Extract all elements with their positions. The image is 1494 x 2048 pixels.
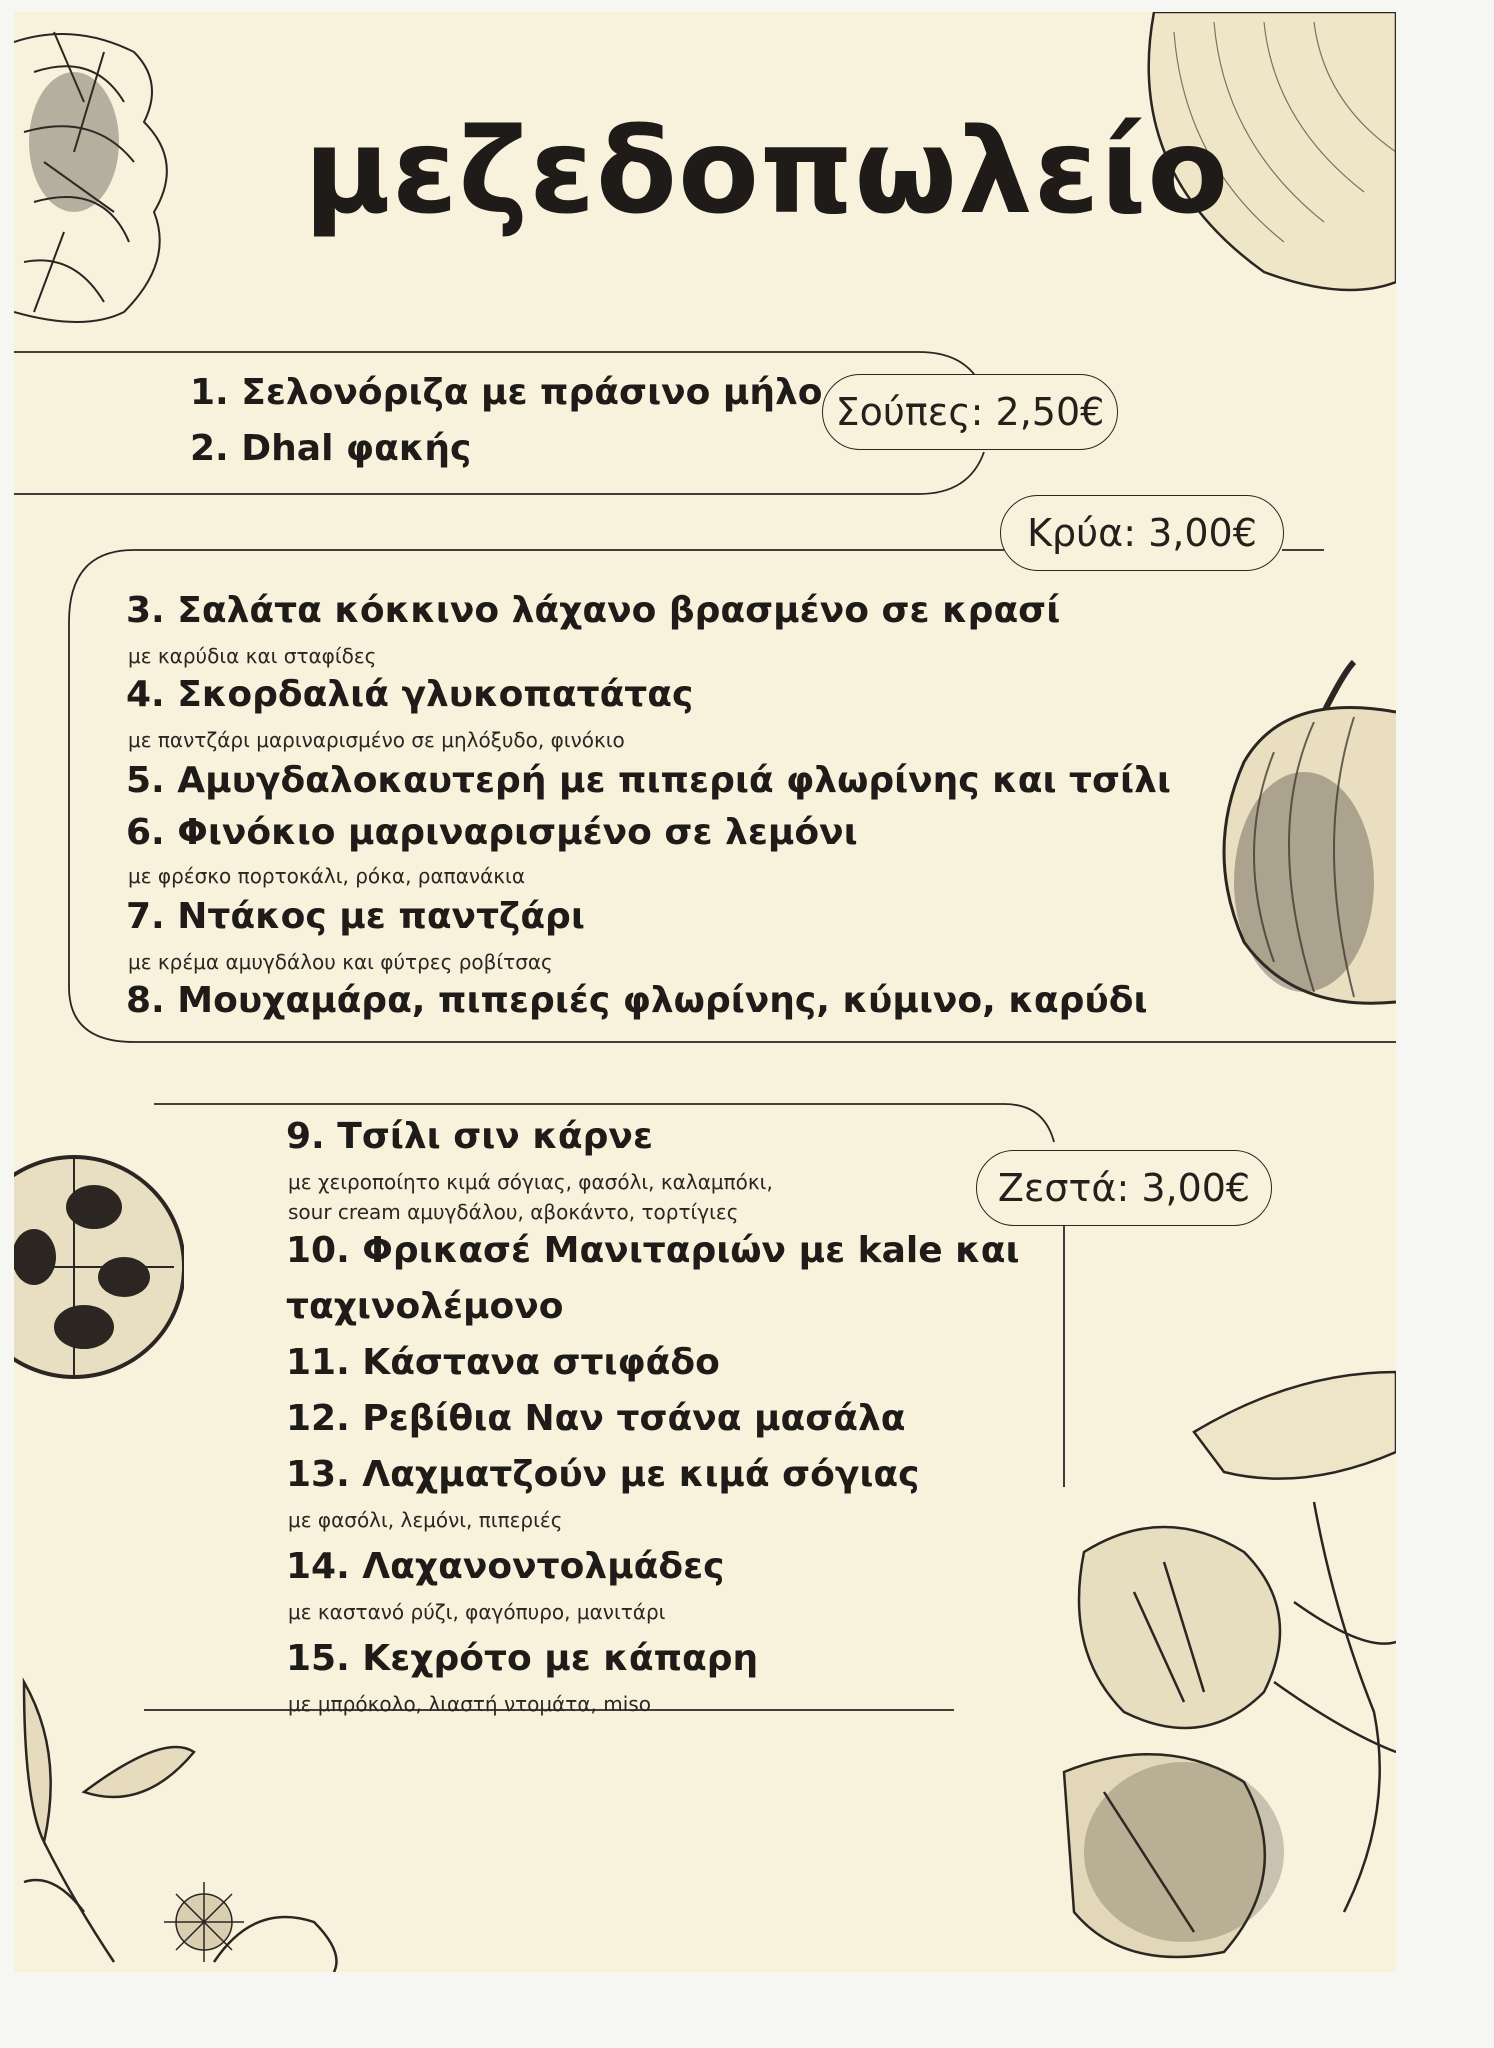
menu-item: 4. Σκορδαλιά γλυκοπατάτας	[126, 674, 694, 715]
menu-item: 9. Τσίλι σιν κάρνε	[286, 1116, 653, 1157]
menu-item-description: με φασόλι, λεμόνι, πιπεριές	[288, 1508, 563, 1532]
menu-item: 8. Μουχαμάρα, πιπεριές φλωρίνης, κύμινο, καρύδι	[126, 980, 1148, 1021]
menu-item-description: με καρύδια και σταφίδες	[128, 644, 377, 668]
menu-sheet	[14, 12, 1396, 1972]
page-title: μεζεδοπωλείο	[304, 102, 1230, 240]
cold-price-badge: Κρύα: 3,00€	[1000, 495, 1284, 571]
menu-item-description: με παντζάρι μαριναρισμένο σε μηλόξυδο, φινόκιο	[128, 728, 625, 752]
menu-item: 14. Λαχανοντολμάδες	[286, 1546, 725, 1587]
menu-item: 3. Σαλάτα κόκκινο λάχανο βρασμένο σε κρασί	[126, 590, 1061, 631]
soups-price-badge: Σούπες: 2,50€	[822, 374, 1118, 450]
menu-item: 1. Σελονόριζα με πράσινο μήλο	[190, 372, 823, 413]
menu-item-description: sour cream αμυγδάλου, αβοκάντο, τορτίγιες	[288, 1200, 739, 1224]
menu-item-description: με χειροποίητο κιμά σόγιας, φασόλι, καλαμπόκι,	[288, 1170, 773, 1194]
menu-item-description: με καστανό ρύζι, φαγόπυρο, μανιτάρι	[288, 1600, 666, 1624]
hot-price-badge: Ζεστά: 3,00€	[976, 1150, 1272, 1226]
menu-item-description: με φρέσκο πορτοκάλι, ρόκα, ραπανάκια	[128, 864, 526, 888]
menu-item: 5. Αμυγδαλοκαυτερή με πιπεριά φλωρίνης και τσίλι	[126, 760, 1171, 801]
menu-item: 7. Ντάκος με παντζάρι	[126, 896, 585, 937]
menu-item: 10. Φρικασέ Μανιταριών με kale και	[286, 1230, 1020, 1271]
menu-item-description: με μπρόκολο, λιαστή ντομάτα, miso	[288, 1692, 651, 1716]
menu-item: 15. Κεχρότο με κάπαρη	[286, 1638, 759, 1679]
menu-item: 11. Κάστανα στιφάδο	[286, 1342, 720, 1383]
menu-item: 13. Λαχματζούν με κιμά σόγιας	[286, 1454, 920, 1495]
menu-item-description: με κρέμα αμυγδάλου και φύτρες ροβίτσας	[128, 950, 553, 974]
menu-item: 2. Dhal φακής	[190, 428, 472, 469]
menu-item: 12. Ρεβίθια Ναν τσάνα μασάλα	[286, 1398, 906, 1439]
menu-item: 6. Φινόκιο μαριναρισμένο σε λεμόνι	[126, 812, 858, 853]
menu-item: ταχινολέμονο	[286, 1286, 564, 1327]
